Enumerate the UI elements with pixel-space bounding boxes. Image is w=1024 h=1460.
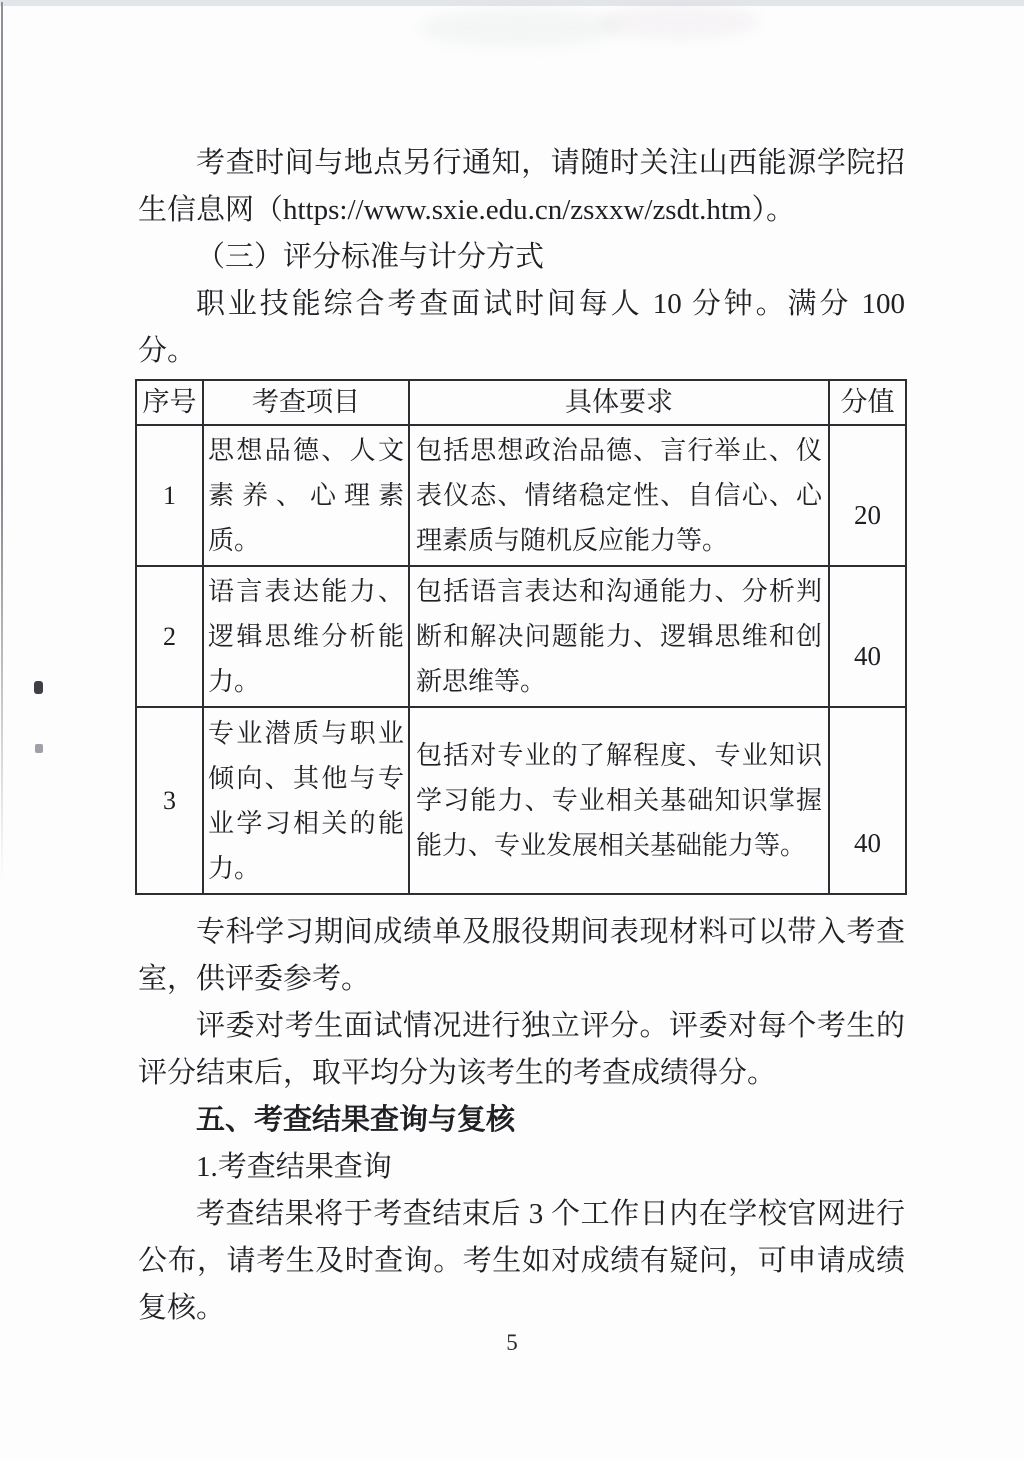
cell-requirement: 包括对专业的了解程度、专业知识学习能力、专业相关基础知识掌握能力、专业发展相关基础能力等。 xyxy=(409,707,829,894)
scan-top-edge-artifact xyxy=(0,0,1024,6)
cell-requirement: 包括思想政治品德、言行举止、仪表仪态、情绪稳定性、自信心、心理素质与随机反应能力等。 xyxy=(409,425,829,566)
col-header-serial: 序号 xyxy=(136,380,203,425)
table-row xyxy=(136,425,906,566)
paragraph-transcript-materials: 专科学习期间成绩单及服役期间表现材料可以带入考查室，供评委参考。 xyxy=(138,916,905,995)
cell-serial: 3 xyxy=(136,707,203,894)
table-row xyxy=(136,707,906,894)
paragraph-judges-scoring: 评委对考生面试情况进行独立评分。评委对每个考生的评分结束后，取平均分为该考生的考查成绩得分。 xyxy=(138,1010,905,1089)
cell-score: 40 xyxy=(829,707,906,894)
paragraph-result-publication: 考查结果将于考查结束后 3 个工作日内在学校官网进行公布，请考生及时查询。考生如对成绩有疑问，可申请成绩复核。 xyxy=(138,1198,905,1324)
heading-sub1-result-query: 1.考查结果查询 xyxy=(196,1151,392,1183)
cell-item: 思想品德、人文素养、心理素质。 xyxy=(203,425,409,566)
col-header-score: 分值 xyxy=(829,380,906,425)
page-number: 5 xyxy=(506,1330,518,1355)
scan-smudge-artifact xyxy=(420,8,620,48)
paragraph-exam-time-notice: 考查时间与地点另行通知，请随时关注山西能源学院招生信息网（https://www.sxie.edu.cn/zsxxw/zsdt.htm）。 xyxy=(138,147,905,226)
table-row xyxy=(136,566,906,707)
cell-score: 20 xyxy=(829,425,906,566)
col-header-requirement: 具体要求 xyxy=(409,380,829,425)
cell-score: 40 xyxy=(829,566,906,707)
cell-serial: 1 xyxy=(136,425,203,566)
cell-item: 专业潜质与职业倾向、其他与专业学习相关的能力。 xyxy=(203,707,409,894)
heading-section5-results-review: 五、考查结果查询与复核 xyxy=(196,1104,516,1136)
heading-scoring-standard: （三）评分标准与计分方式 xyxy=(196,241,545,273)
table-header-row xyxy=(136,380,906,425)
paragraph-interview-duration: 职业技能综合考查面试时间每人 10 分钟。满分 100 分。 xyxy=(138,288,905,367)
scan-smudge-artifact xyxy=(600,4,760,40)
cell-serial: 2 xyxy=(136,566,203,707)
cell-item: 语言表达能力、逻辑思维分析能力。 xyxy=(203,566,409,707)
document-body xyxy=(138,140,905,1332)
cell-requirement: 包括语言表达和沟通能力、分析判断和解决问题能力、逻辑思维和创新思维等。 xyxy=(409,566,829,707)
col-header-item: 考查项目 xyxy=(203,380,409,425)
scan-speck-artifact xyxy=(35,744,43,753)
scan-left-edge-artifact xyxy=(1,2,3,882)
scoring-criteria-table xyxy=(135,379,907,895)
scan-speck-artifact xyxy=(34,681,43,694)
